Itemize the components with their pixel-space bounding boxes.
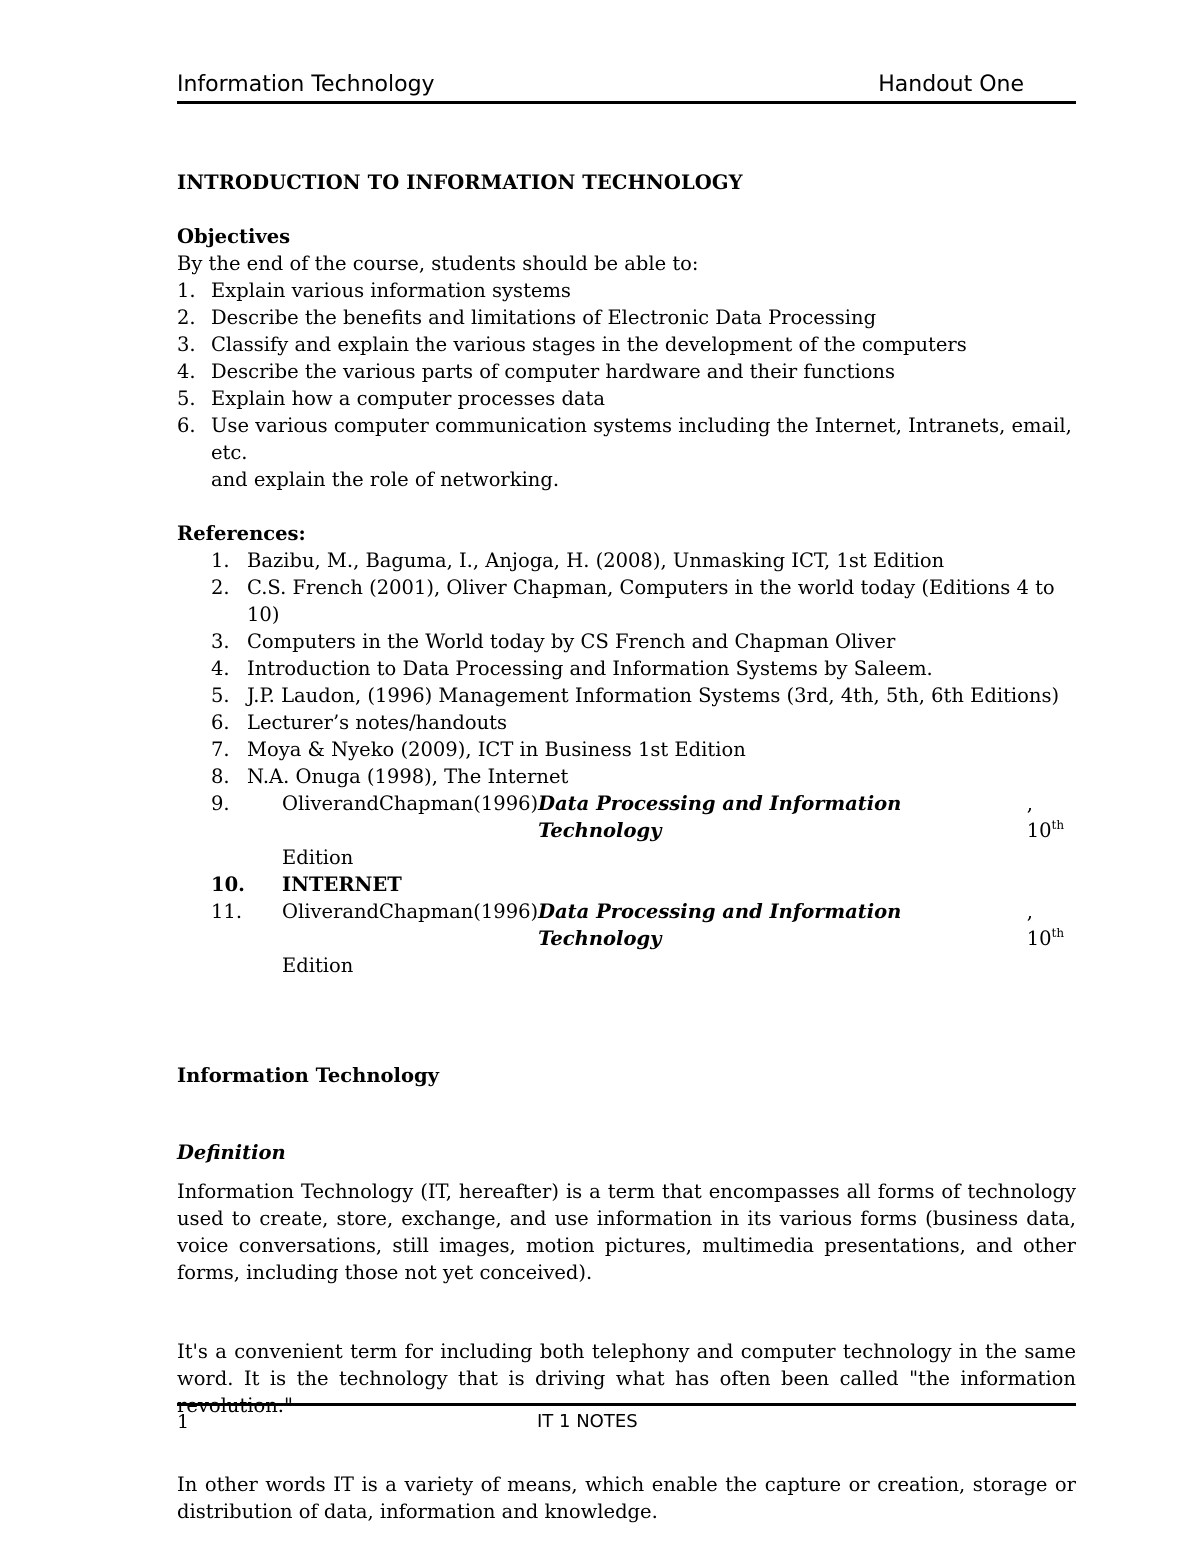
reference-line-2: Edition	[282, 846, 354, 869]
list-item	[177, 898, 1076, 979]
page-content	[177, 169, 1076, 1525]
references-list	[177, 547, 1076, 979]
list-text: Moya & Nyeko (2009), ICT in Business 1st Edition	[247, 738, 746, 761]
objectives-heading: Objectives	[177, 225, 291, 248]
reference-line-2: Edition	[282, 954, 354, 977]
list-text: Explain various information systems	[211, 279, 571, 302]
list-item	[177, 385, 1076, 412]
reference-word: (1996)	[473, 900, 539, 923]
list-item	[177, 790, 1076, 871]
list-text: Explain how a computer processes data	[211, 387, 606, 410]
reference-edition	[1027, 898, 1076, 952]
edition-suffix: th	[1051, 818, 1065, 832]
reference-word: and	[342, 900, 380, 923]
list-text-continued: and explain the role of networking.	[211, 468, 560, 491]
list-item	[177, 709, 1076, 736]
list-text: Describe the benefits and limitations of Electronic Data Processing	[211, 306, 877, 329]
objectives-intro: By the end of the course, students should be able to:	[177, 252, 699, 275]
list-number: 6.	[211, 711, 230, 734]
list-text: Computers in the World today by CS French and Chapman Oliver	[247, 630, 896, 653]
list-item	[177, 682, 1076, 709]
list-number: 8.	[211, 765, 230, 788]
reference-line	[282, 898, 1076, 952]
page-footer	[177, 1409, 1076, 1435]
list-text: INTERNET	[282, 873, 402, 896]
header-rule	[177, 101, 1076, 104]
list-item	[177, 331, 1076, 358]
list-text: Bazibu, M., Baguma, I., Anjoga, H. (2008), Unmasking ICT, 1st Edition	[247, 549, 945, 572]
reference-word: (1996)	[473, 792, 539, 815]
list-number: 9.	[211, 792, 230, 815]
reference-book-title: Data Processing and Information Technology	[538, 792, 902, 842]
reference-word: Chapman	[379, 792, 474, 815]
list-number: 6.	[177, 414, 196, 437]
list-number: 5.	[211, 684, 230, 707]
list-text: Lecturer’s notes/handouts	[247, 711, 508, 734]
page-number: 1	[177, 1411, 190, 1433]
list-item	[177, 871, 1076, 898]
list-number: 4.	[177, 360, 196, 383]
list-number: 3.	[211, 630, 230, 653]
list-number: 1.	[177, 279, 196, 302]
definition-heading: Definition	[177, 1141, 286, 1164]
list-number: 5.	[177, 387, 196, 410]
list-item	[177, 277, 1076, 304]
document-title: INTRODUCTION TO INFORMATION TECHNOLOGY	[177, 171, 743, 194]
list-number: 11.	[211, 900, 243, 923]
section-heading: Information Technology	[177, 1064, 439, 1087]
list-number: 10.	[211, 873, 245, 896]
reference-line	[282, 790, 1076, 844]
list-number: 2.	[177, 306, 196, 329]
list-number: 3.	[177, 333, 196, 356]
header-title: Information Technology	[177, 72, 435, 97]
list-text: Classify and explain the various stages in the development of the computers	[211, 333, 967, 356]
list-item	[177, 655, 1076, 682]
list-item	[177, 628, 1076, 655]
reference-word: Oliver	[282, 792, 343, 815]
reference-book-title: Data Processing and Information Technology	[538, 900, 902, 950]
footer-rule	[177, 1403, 1076, 1406]
page-header	[177, 70, 1076, 100]
list-item	[177, 358, 1076, 385]
list-text: J.P. Laudon, (1996) Management Information Systems (3rd, 4th, 5th, 6th Editions)	[247, 684, 1060, 707]
list-text: C.S. French (2001), Oliver Chapman, Computers in the world today (Editions 4 to 10)	[247, 576, 1055, 626]
list-item	[177, 574, 1076, 628]
edition-suffix: th	[1051, 926, 1065, 940]
list-number: 4.	[211, 657, 230, 680]
header-handout-label: Handout One	[878, 72, 1024, 97]
edition-number: , 10	[1026, 900, 1052, 950]
list-text: Use various computer communication systems including the Internet, Intranets, email, etc.	[211, 414, 1072, 464]
list-number: 7.	[211, 738, 230, 761]
paragraph: In other words IT is a variety of means, which enable the capture or creation, storage or distribution of data, information and knowledge.	[177, 1473, 1076, 1523]
list-item	[177, 304, 1076, 331]
list-number: 2.	[211, 576, 230, 599]
objectives-list	[177, 277, 1076, 493]
list-number: 1.	[211, 549, 230, 572]
paragraph: Information Technology (IT, hereafter) is a term that encompasses all forms of technology used to create, store, exchange, and use information in its various forms (business data, voice conversations, still images, motion pictures, multimedia presentations, and other forms, including those not yet conceived).	[177, 1180, 1076, 1284]
reference-word: Chapman	[379, 900, 474, 923]
footer-text: IT 1 NOTES	[537, 1411, 638, 1432]
list-text: Describe the various parts of computer hardware and their functions	[211, 360, 895, 383]
list-text: N.A. Onuga (1998), The Internet	[247, 765, 569, 788]
edition-number: , 10	[1026, 792, 1052, 842]
reference-word: and	[342, 792, 380, 815]
list-item	[177, 763, 1076, 790]
references-heading: References:	[177, 522, 306, 545]
list-item	[177, 412, 1076, 493]
paragraph: It's a convenient term for including both telephony and computer technology in the same word. It is the technology that is driving what has often been called "the information	[177, 1340, 1076, 1390]
list-item	[177, 547, 1076, 574]
reference-edition	[1027, 790, 1076, 844]
list-text: Introduction to Data Processing and Information Systems by Saleem.	[247, 657, 933, 680]
list-item	[177, 736, 1076, 763]
reference-word: Oliver	[282, 900, 343, 923]
